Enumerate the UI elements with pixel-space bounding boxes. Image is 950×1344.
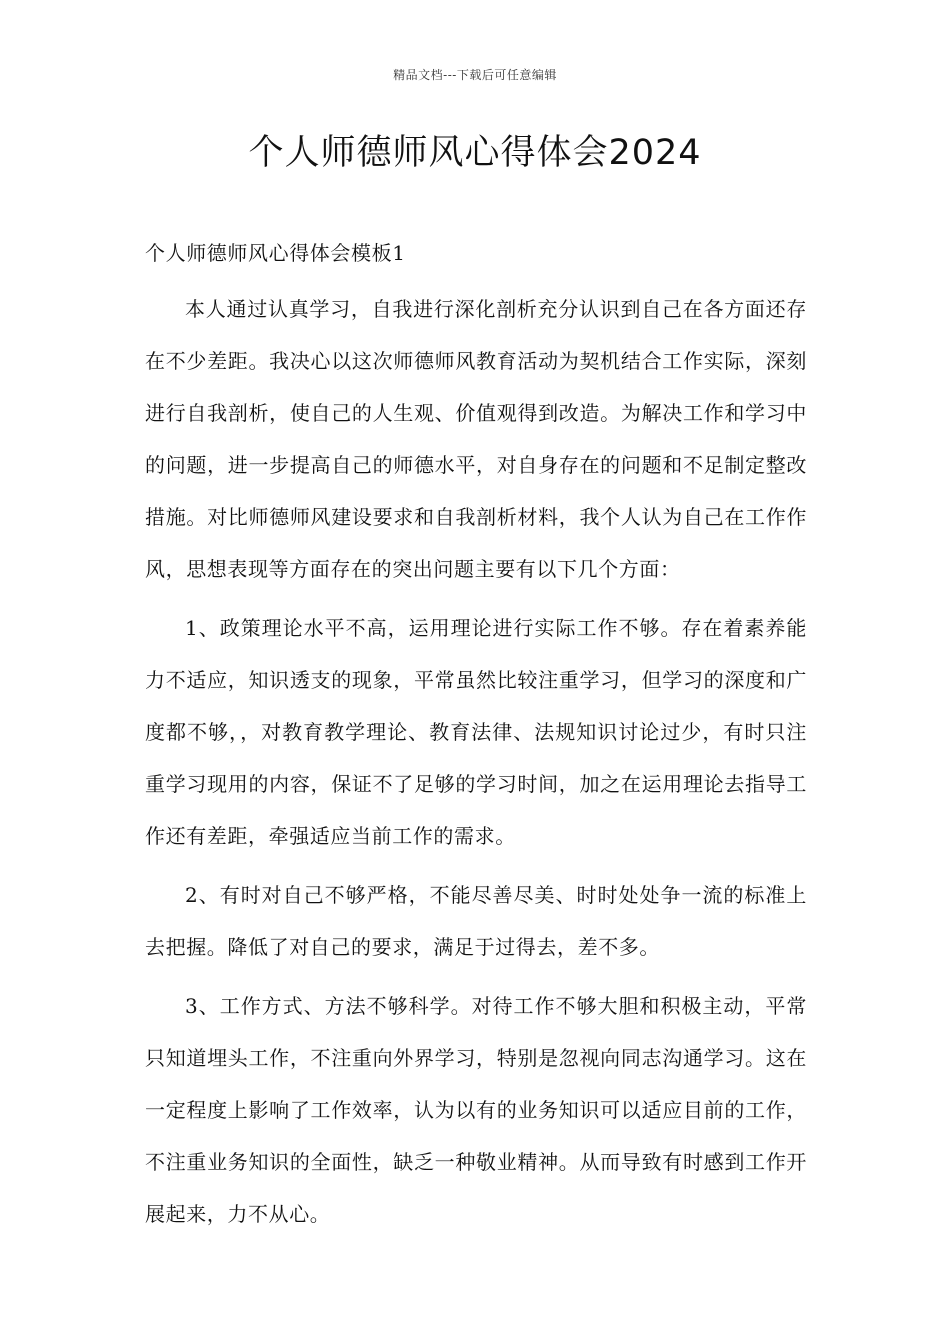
paragraph-intro: 本人通过认真学习，自我进行深化剖析充分认识到自己在各方面还存在不少差距。我决心以这次师德师风教育活动为契机结合工作实际，深刻进行自我剖析，使自己的人生观、价值观得到改造。为解决工作和学习中的问题，进一步提高自己的师德水平，对自身存在的问题和不足制定整改措施。对比师德师风建设要求和自我剖析材料，我个人认为自己在工作作风，思想表现等方面存在的突出问题主要有以下几个方面： (145, 297, 807, 581)
document-body (145, 230, 807, 1247)
paragraph-point-1: 1、政策理论水平不高，运用理论进行实际工作不够。存在着素养能力不适应，知识透支的现象，平常虽然比较注重学习，但学习的深度和广度都不够，，对教育教学理论、教育法律、法规知识讨论过少，有时只注重学习现用的内容，保证不了足够的学习时间，加之在运用理论去指导工作还有差距，牵强适应当前工作的需求。 (145, 616, 807, 848)
section-subtitle: 个人师德师风心得体会模板1 (145, 241, 406, 265)
paragraph-point-2: 2、有时对自己不够严格，不能尽善尽美、时时处处争一流的标准上去把握。降低了对自己的要求，满足于过得去，差不多。 (145, 883, 807, 959)
paragraph-point-3: 3、工作方式、方法不够科学。对待工作不够大胆和积极主动，平常只知道埋头工作，不注重向外界学习，特别是忽视向同志沟通学习。这在一定程度上影响了工作效率，认为以有的业务知识可以适应目前的工作，不注重业务知识的全面性，缺乏一种敬业精神。从而导致有时感到工作开展起来，力不从心。 (145, 994, 807, 1226)
document-title: 个人师德师风心得体会2024 (248, 133, 702, 173)
header-note: 精品文档---下载后可任意编辑 (393, 68, 557, 82)
